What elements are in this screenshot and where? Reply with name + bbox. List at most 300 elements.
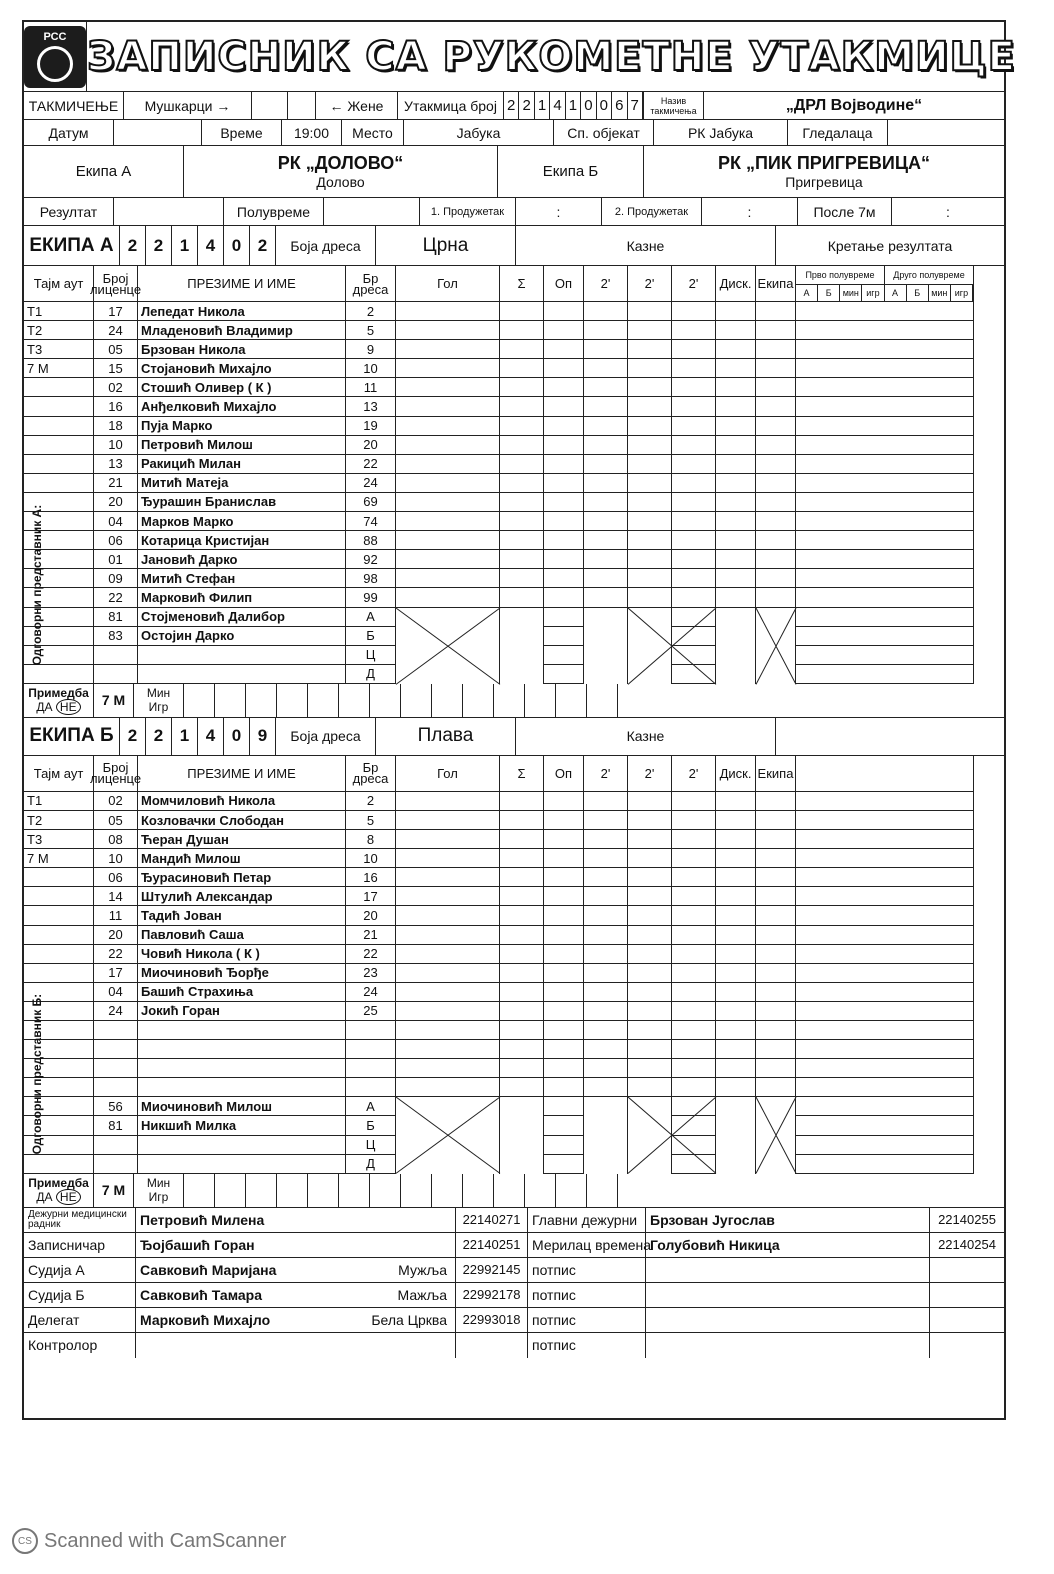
2min-cell[interactable] <box>584 455 628 474</box>
official-name-2[interactable]: Брзован Југослав <box>646 1208 930 1232</box>
2min-cell[interactable] <box>584 849 628 868</box>
goal-tally[interactable] <box>396 302 500 321</box>
official-name-2[interactable] <box>646 1308 930 1332</box>
goal-tally[interactable] <box>396 493 500 512</box>
2min-cell[interactable] <box>672 811 716 830</box>
sevenm-slot[interactable] <box>246 1174 277 1207</box>
2min-cell[interactable] <box>628 569 672 588</box>
timeout-cell[interactable]: Т2 <box>24 811 94 830</box>
team-penalty-cell[interactable] <box>756 531 796 550</box>
2min-cell[interactable] <box>628 531 672 550</box>
disq-cell[interactable] <box>716 964 756 983</box>
team-penalty-cell[interactable] <box>756 340 796 359</box>
warning-cell[interactable] <box>544 378 584 397</box>
warning-cell[interactable] <box>544 455 584 474</box>
2min-cell[interactable] <box>672 792 716 811</box>
disq-cell[interactable] <box>716 1002 756 1021</box>
disq-cell[interactable] <box>716 493 756 512</box>
disq-cell[interactable] <box>716 627 756 646</box>
2min-cell[interactable] <box>628 945 672 964</box>
team-penalty-cell[interactable] <box>756 378 796 397</box>
goal-sum[interactable] <box>500 1078 544 1097</box>
2min-cell[interactable] <box>672 378 716 397</box>
2min-cell[interactable] <box>628 378 672 397</box>
goal-tally[interactable] <box>396 811 500 830</box>
sevenm-slot[interactable] <box>246 684 277 717</box>
2min-cell[interactable] <box>628 811 672 830</box>
2min-cell[interactable] <box>628 983 672 1002</box>
team-penalty-cell[interactable] <box>756 474 796 493</box>
2min-cell[interactable] <box>672 321 716 340</box>
team-penalty-cell[interactable] <box>756 455 796 474</box>
2min-cell[interactable] <box>672 1021 716 1040</box>
warning-cell[interactable] <box>544 811 584 830</box>
2min-cell[interactable] <box>584 887 628 906</box>
sevenm-slot[interactable] <box>339 1174 370 1207</box>
2min-cell[interactable] <box>584 569 628 588</box>
team-penalty-cell[interactable] <box>756 811 796 830</box>
disq-cell[interactable] <box>716 608 756 627</box>
2min-cell[interactable] <box>628 340 672 359</box>
warning-cell[interactable] <box>544 792 584 811</box>
goal-sum[interactable] <box>500 1097 544 1116</box>
warning-cell[interactable] <box>544 1021 584 1040</box>
team-penalty-cell[interactable] <box>756 830 796 849</box>
warning-cell[interactable] <box>544 1002 584 1021</box>
sevenm-slot[interactable] <box>525 1174 556 1207</box>
warning-cell[interactable] <box>544 359 584 378</box>
sevenm-slot[interactable] <box>277 684 308 717</box>
2min-cell[interactable] <box>584 945 628 964</box>
timeout-cell[interactable]: 7 М <box>24 849 94 868</box>
team-penalty-cell[interactable] <box>756 1021 796 1040</box>
disq-cell[interactable] <box>716 1116 756 1135</box>
goal-tally[interactable] <box>396 397 500 416</box>
remark-yes[interactable]: ДА <box>36 700 53 715</box>
goal-tally[interactable] <box>396 531 500 550</box>
2min-cell[interactable] <box>628 417 672 436</box>
disq-cell[interactable] <box>716 1155 756 1174</box>
sevenm-slot[interactable] <box>308 684 339 717</box>
2min-cell[interactable] <box>672 830 716 849</box>
2min-cell[interactable] <box>672 550 716 569</box>
2min-cell[interactable] <box>584 1155 628 1174</box>
2min-cell[interactable] <box>628 397 672 416</box>
sevenm-slot[interactable] <box>556 1174 587 1207</box>
2min-cell[interactable] <box>672 397 716 416</box>
2min-cell[interactable] <box>584 983 628 1002</box>
timeout-cell[interactable]: Т2 <box>24 321 94 340</box>
official-name-2[interactable]: Голубовић Никица <box>646 1233 930 1257</box>
team-penalty-cell[interactable] <box>756 964 796 983</box>
disq-cell[interactable] <box>716 665 756 684</box>
goal-tally[interactable] <box>396 887 500 906</box>
2min-cell[interactable] <box>628 1059 672 1078</box>
sevenm-slot[interactable] <box>339 684 370 717</box>
goal-tally[interactable] <box>396 359 500 378</box>
2min-cell[interactable] <box>584 1078 628 1097</box>
team-penalty-cell[interactable] <box>756 569 796 588</box>
timeout-cell[interactable]: Т3 <box>24 830 94 849</box>
2min-cell[interactable] <box>584 964 628 983</box>
team-penalty-cell[interactable] <box>756 436 796 455</box>
team-penalty-cell[interactable] <box>756 1040 796 1059</box>
goal-sum[interactable] <box>500 665 544 684</box>
disq-cell[interactable] <box>716 378 756 397</box>
warning-cell[interactable] <box>544 340 584 359</box>
disq-cell[interactable] <box>716 887 756 906</box>
warning-cell[interactable] <box>544 906 584 925</box>
disq-cell[interactable] <box>716 1097 756 1116</box>
disq-cell[interactable] <box>716 436 756 455</box>
goal-sum[interactable] <box>500 906 544 925</box>
disq-cell[interactable] <box>716 569 756 588</box>
goal-tally[interactable] <box>396 550 500 569</box>
goal-tally[interactable] <box>396 830 500 849</box>
2min-cell[interactable] <box>672 588 716 607</box>
sevenm-slot[interactable] <box>556 684 587 717</box>
2min-cell[interactable] <box>628 906 672 925</box>
2min-cell[interactable] <box>584 627 628 646</box>
2min-cell[interactable] <box>672 531 716 550</box>
disq-cell[interactable] <box>716 588 756 607</box>
2min-cell[interactable] <box>672 983 716 1002</box>
2min-cell[interactable] <box>672 302 716 321</box>
team-penalty-cell[interactable] <box>756 512 796 531</box>
goal-tally[interactable] <box>396 340 500 359</box>
2min-cell[interactable] <box>628 1078 672 1097</box>
team-penalty-cell[interactable] <box>756 417 796 436</box>
2min-cell[interactable] <box>584 906 628 925</box>
2min-cell[interactable] <box>672 868 716 887</box>
goal-sum[interactable] <box>500 455 544 474</box>
2min-cell[interactable] <box>672 474 716 493</box>
warning-cell[interactable] <box>544 868 584 887</box>
warning-cell[interactable] <box>544 1136 584 1155</box>
goal-sum[interactable] <box>500 1155 544 1174</box>
goal-sum[interactable] <box>500 512 544 531</box>
goal-sum[interactable] <box>500 302 544 321</box>
goal-sum[interactable] <box>500 646 544 665</box>
timeout-cell[interactable]: Т1 <box>24 302 94 321</box>
team-penalty-cell[interactable] <box>756 945 796 964</box>
team-penalty-cell[interactable] <box>756 1059 796 1078</box>
sevenm-slot[interactable] <box>432 1174 463 1207</box>
sevenm-slot[interactable] <box>494 1174 525 1207</box>
team-penalty-cell[interactable] <box>756 397 796 416</box>
goal-sum[interactable] <box>500 792 544 811</box>
team-penalty-cell[interactable] <box>756 868 796 887</box>
2min-cell[interactable] <box>584 830 628 849</box>
team-penalty-cell[interactable] <box>756 359 796 378</box>
timeout-cell[interactable]: Т3 <box>24 340 94 359</box>
goal-tally[interactable] <box>396 792 500 811</box>
warning-cell[interactable] <box>544 493 584 512</box>
2min-cell[interactable] <box>672 1040 716 1059</box>
2min-cell[interactable] <box>584 340 628 359</box>
warning-cell[interactable] <box>544 1097 584 1116</box>
2min-cell[interactable] <box>584 1040 628 1059</box>
goal-sum[interactable] <box>500 830 544 849</box>
2min-cell[interactable] <box>672 417 716 436</box>
goal-sum[interactable] <box>500 627 544 646</box>
goal-tally[interactable] <box>396 1059 500 1078</box>
2min-cell[interactable] <box>584 1021 628 1040</box>
2min-cell[interactable] <box>584 550 628 569</box>
warning-cell[interactable] <box>544 302 584 321</box>
2min-cell[interactable] <box>672 512 716 531</box>
warning-cell[interactable] <box>544 588 584 607</box>
team-penalty-cell[interactable] <box>756 926 796 945</box>
sevenm-slot[interactable] <box>463 684 494 717</box>
goal-tally[interactable] <box>396 1040 500 1059</box>
disq-cell[interactable] <box>716 1136 756 1155</box>
2min-cell[interactable] <box>672 340 716 359</box>
goal-sum[interactable] <box>500 1040 544 1059</box>
official-name-2[interactable] <box>646 1283 930 1307</box>
2min-cell[interactable] <box>584 588 628 607</box>
sevenm-slot[interactable] <box>494 684 525 717</box>
2min-cell[interactable] <box>628 887 672 906</box>
goal-sum[interactable] <box>500 608 544 627</box>
goal-tally[interactable] <box>396 512 500 531</box>
2min-cell[interactable] <box>672 569 716 588</box>
goal-sum[interactable] <box>500 868 544 887</box>
disq-cell[interactable] <box>716 849 756 868</box>
warning-cell[interactable] <box>544 397 584 416</box>
goal-sum[interactable] <box>500 321 544 340</box>
2min-cell[interactable] <box>672 1059 716 1078</box>
goal-sum[interactable] <box>500 531 544 550</box>
team-penalty-cell[interactable] <box>756 887 796 906</box>
2min-cell[interactable] <box>584 397 628 416</box>
disq-cell[interactable] <box>716 1040 756 1059</box>
remark-yes[interactable]: ДА <box>36 1190 53 1205</box>
disq-cell[interactable] <box>716 1059 756 1078</box>
disq-cell[interactable] <box>716 906 756 925</box>
2min-cell[interactable] <box>628 830 672 849</box>
timeout-cell[interactable] <box>24 378 94 397</box>
2min-cell[interactable] <box>672 849 716 868</box>
disq-cell[interactable] <box>716 340 756 359</box>
timeout-cell[interactable] <box>24 665 94 684</box>
2min-cell[interactable] <box>628 849 672 868</box>
goal-sum[interactable] <box>500 417 544 436</box>
men-checkbox[interactable] <box>252 92 288 119</box>
warning-cell[interactable] <box>544 665 584 684</box>
timeout-cell[interactable]: Т1 <box>24 792 94 811</box>
2min-cell[interactable] <box>628 359 672 378</box>
warning-cell[interactable] <box>544 983 584 1002</box>
2min-cell[interactable] <box>628 964 672 983</box>
2min-cell[interactable] <box>584 792 628 811</box>
goal-tally[interactable] <box>396 849 500 868</box>
2min-cell[interactable] <box>672 436 716 455</box>
goal-sum[interactable] <box>500 926 544 945</box>
goal-tally[interactable] <box>396 1002 500 1021</box>
2min-cell[interactable] <box>672 493 716 512</box>
sevenm-slot[interactable] <box>215 1174 246 1207</box>
warning-cell[interactable] <box>544 627 584 646</box>
goal-tally[interactable] <box>396 321 500 340</box>
sevenm-slot[interactable] <box>215 684 246 717</box>
warning-cell[interactable] <box>544 569 584 588</box>
2min-cell[interactable] <box>628 550 672 569</box>
2min-cell[interactable] <box>584 302 628 321</box>
disq-cell[interactable] <box>716 474 756 493</box>
2min-cell[interactable] <box>628 868 672 887</box>
2min-cell[interactable] <box>584 1002 628 1021</box>
goal-sum[interactable] <box>500 1002 544 1021</box>
2min-cell[interactable] <box>584 359 628 378</box>
sevenm-slot[interactable] <box>401 684 432 717</box>
2min-cell[interactable] <box>672 359 716 378</box>
2min-cell[interactable] <box>672 1002 716 1021</box>
2min-cell[interactable] <box>628 926 672 945</box>
2min-cell[interactable] <box>628 512 672 531</box>
official-name-2[interactable] <box>646 1333 930 1358</box>
2min-cell[interactable] <box>584 1116 628 1135</box>
disq-cell[interactable] <box>716 321 756 340</box>
timeout-cell[interactable]: 7 М <box>24 359 94 378</box>
warning-cell[interactable] <box>544 417 584 436</box>
sevenm-slot[interactable] <box>184 1174 215 1207</box>
2min-cell[interactable] <box>628 455 672 474</box>
disq-cell[interactable] <box>716 983 756 1002</box>
2min-cell[interactable] <box>584 474 628 493</box>
timeout-cell[interactable] <box>24 868 94 887</box>
warning-cell[interactable] <box>544 550 584 569</box>
disq-cell[interactable] <box>716 792 756 811</box>
team-penalty-cell[interactable] <box>756 1078 796 1097</box>
disq-cell[interactable] <box>716 359 756 378</box>
goal-sum[interactable] <box>500 1059 544 1078</box>
goal-sum[interactable] <box>500 493 544 512</box>
warning-cell[interactable] <box>544 1059 584 1078</box>
2min-cell[interactable] <box>584 811 628 830</box>
disq-cell[interactable] <box>716 455 756 474</box>
2min-cell[interactable] <box>628 302 672 321</box>
2min-cell[interactable] <box>584 531 628 550</box>
goal-sum[interactable] <box>500 964 544 983</box>
disq-cell[interactable] <box>716 512 756 531</box>
warning-cell[interactable] <box>544 608 584 627</box>
2min-cell[interactable] <box>584 868 628 887</box>
2min-cell[interactable] <box>584 665 628 684</box>
sevenm-slot[interactable] <box>184 684 215 717</box>
disq-cell[interactable] <box>716 302 756 321</box>
2min-cell[interactable] <box>628 321 672 340</box>
warning-cell[interactable] <box>544 531 584 550</box>
goal-sum[interactable] <box>500 887 544 906</box>
warning-cell[interactable] <box>544 945 584 964</box>
sevenm-slot[interactable] <box>401 1174 432 1207</box>
disq-cell[interactable] <box>716 811 756 830</box>
disq-cell[interactable] <box>716 397 756 416</box>
disq-cell[interactable] <box>716 1078 756 1097</box>
goal-sum[interactable] <box>500 397 544 416</box>
warning-cell[interactable] <box>544 1078 584 1097</box>
2min-cell[interactable] <box>584 608 628 627</box>
2min-cell[interactable] <box>584 417 628 436</box>
2min-cell[interactable] <box>584 321 628 340</box>
warning-cell[interactable] <box>544 964 584 983</box>
disq-cell[interactable] <box>716 550 756 569</box>
warning-cell[interactable] <box>544 321 584 340</box>
team-penalty-cell[interactable] <box>756 550 796 569</box>
goal-sum[interactable] <box>500 811 544 830</box>
team-penalty-cell[interactable] <box>756 983 796 1002</box>
sevenm-slot[interactable] <box>463 1174 494 1207</box>
2min-cell[interactable] <box>628 1040 672 1059</box>
goal-tally[interactable] <box>396 964 500 983</box>
2min-cell[interactable] <box>628 436 672 455</box>
goal-sum[interactable] <box>500 550 544 569</box>
goal-tally[interactable] <box>396 983 500 1002</box>
goal-sum[interactable] <box>500 474 544 493</box>
2min-cell[interactable] <box>584 1136 628 1155</box>
warning-cell[interactable] <box>544 887 584 906</box>
team-penalty-cell[interactable] <box>756 1002 796 1021</box>
disq-cell[interactable] <box>716 531 756 550</box>
sevenm-slot[interactable] <box>277 1174 308 1207</box>
warning-cell[interactable] <box>544 436 584 455</box>
2min-cell[interactable] <box>628 1021 672 1040</box>
official-name-2[interactable] <box>646 1258 930 1282</box>
team-penalty-cell[interactable] <box>756 493 796 512</box>
goal-tally[interactable] <box>396 1078 500 1097</box>
goal-tally[interactable] <box>396 569 500 588</box>
2min-cell[interactable] <box>584 646 628 665</box>
sevenm-slot[interactable] <box>370 684 401 717</box>
team-penalty-cell[interactable] <box>756 792 796 811</box>
goal-tally[interactable] <box>396 378 500 397</box>
2min-cell[interactable] <box>628 588 672 607</box>
goal-sum[interactable] <box>500 945 544 964</box>
disq-cell[interactable] <box>716 868 756 887</box>
goal-sum[interactable] <box>500 340 544 359</box>
2min-cell[interactable] <box>628 792 672 811</box>
goal-tally[interactable] <box>396 436 500 455</box>
2min-cell[interactable] <box>584 1097 628 1116</box>
team-penalty-cell[interactable] <box>756 906 796 925</box>
warning-cell[interactable] <box>544 849 584 868</box>
disq-cell[interactable] <box>716 646 756 665</box>
timeout-cell[interactable] <box>24 1155 94 1174</box>
goal-sum[interactable] <box>500 436 544 455</box>
2min-cell[interactable] <box>628 1002 672 1021</box>
2min-cell[interactable] <box>628 493 672 512</box>
women-checkbox[interactable] <box>288 92 316 119</box>
team-penalty-cell[interactable] <box>756 849 796 868</box>
2min-cell[interactable] <box>584 436 628 455</box>
2min-cell[interactable] <box>584 1059 628 1078</box>
disq-cell[interactable] <box>716 945 756 964</box>
team-penalty-cell[interactable] <box>756 588 796 607</box>
goal-sum[interactable] <box>500 849 544 868</box>
goal-sum[interactable] <box>500 983 544 1002</box>
disq-cell[interactable] <box>716 926 756 945</box>
2min-cell[interactable] <box>672 1078 716 1097</box>
goal-tally[interactable] <box>396 588 500 607</box>
goal-sum[interactable] <box>500 359 544 378</box>
goal-tally[interactable] <box>396 1021 500 1040</box>
warning-cell[interactable] <box>544 646 584 665</box>
sevenm-slot[interactable] <box>370 1174 401 1207</box>
sevenm-slot[interactable] <box>587 684 618 717</box>
warning-cell[interactable] <box>544 474 584 493</box>
sevenm-slot[interactable] <box>308 1174 339 1207</box>
